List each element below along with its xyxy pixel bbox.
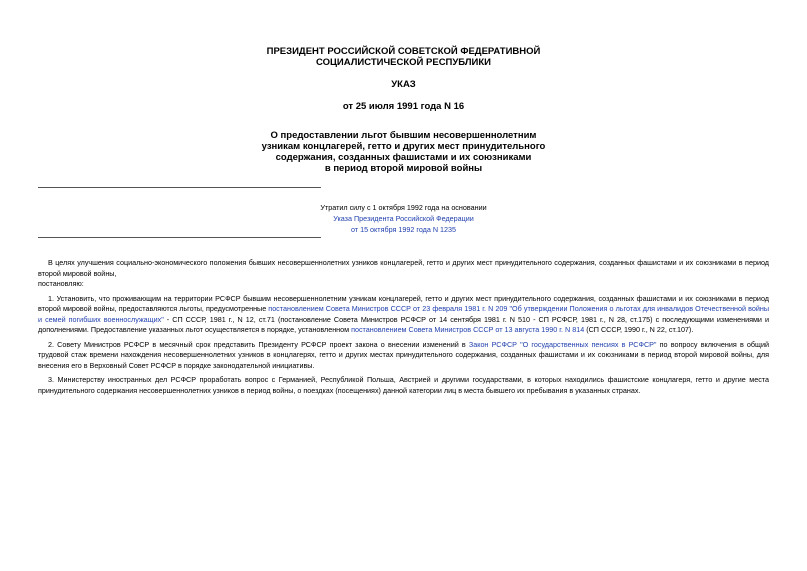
issuer-title-line-1: ПРЕЗИДЕНТ РОССИЙСКОЙ СОВЕТСКОЙ ФЕДЕРАТИВНОЙ bbox=[266, 46, 541, 57]
subject-line-4: в период второй мировой войны bbox=[324, 163, 483, 174]
decree-word: постановляю: bbox=[38, 279, 84, 288]
pensions-law-link[interactable]: Закон РСФСР "О государственных пенсиях в РСФСР" bbox=[468, 339, 657, 349]
issuer-title-line-2: СОЦИАЛИСТИЧЕСКОЙ РЕСПУБЛИКИ bbox=[315, 57, 492, 68]
paragraph-3: 3. Министерству иностранных дел РСФСР проработать вопрос с Германией, Республикой Польша, Австрией и другими государствами, в которых находились фашистские концлагеря, гетто и другие места принудительного содержания несовершеннолетних узников в период войны, о поездках (посещениях) данной категории лиц в места бывшего их пребывания в указанных странах. bbox=[38, 375, 769, 395]
document-date-number: от 25 июля 1991 года N 16 bbox=[342, 101, 465, 112]
paragraph-2 bbox=[38, 340, 769, 372]
paragraph-1-text-c: (СП СССР, 1990 г., N 22, ст.107). bbox=[584, 325, 694, 334]
paragraph-1 bbox=[38, 294, 769, 336]
subject-line-3: содержания, созданных фашистами и их союзниками bbox=[275, 152, 532, 163]
subject-line-2: узникам концлагерей, гетто и других мест принудительного bbox=[261, 141, 546, 152]
intro-paragraph: В целях улучшения социально-экономического положения бывших несовершеннолетних узников концлагерей, гетто и других мест принудительного содержания, созданных фашистами и их союзниками в период второй мировой войны, bbox=[38, 258, 769, 278]
top-divider bbox=[38, 187, 321, 188]
document-body bbox=[38, 258, 769, 396]
repeal-decree-date-link[interactable]: от 15 октября 1992 года N 1235 bbox=[350, 225, 457, 234]
bottom-divider bbox=[38, 237, 321, 238]
paragraph-2-text-a: 2. Совету Министров РСФСР в месячный срок представить Президенту РСФСР проект закона о внесении изменений в bbox=[48, 339, 469, 349]
resolution-814-link[interactable]: постановлением Совета Министров СССР от 13 августа 1990 г. N 814 bbox=[351, 325, 585, 334]
paragraph-2-text-b: по вопросу включения в общий трудовой стаж времени нахождения несовершеннолетних узников в концлагерях, гетто и других местах принудительного содержания, созданных фашистами и их союзниками в период второй мировой войны, для внесения его в Верховный Совет РСФСР в порядке законодательной инициативы. bbox=[38, 339, 769, 370]
document-type: УКАЗ bbox=[391, 79, 416, 90]
resolution-209-link[interactable]: постановлением Совета Министров СССР от 23 февраля 1981 г. N 209 "Об утверждении Положения о льготах для инвалидов Отечественной войны и семей погибших военнослужащих" bbox=[38, 304, 769, 324]
document-subject bbox=[0, 130, 807, 174]
status-note-text: Утратил силу с 1 октября 1992 года на основании bbox=[320, 203, 487, 212]
repeal-decree-link[interactable]: Указа Президента Российской Федерации bbox=[333, 214, 474, 223]
paragraph-1-text-b: - СП СССР, 1981 г., N 12, ст.71 (постановление Совета Министров РСФСР от 14 сентября 1981 г. N 510 - СП РСФСР, 1981 г., N 28, ст.175) с последующими изменениями и дополнениями. Предоставление указанных льгот осуществляется в порядке, установленном bbox=[38, 314, 769, 334]
issuer-title bbox=[0, 46, 807, 68]
status-note bbox=[0, 202, 807, 235]
subject-line-1: О предоставлении льгот бывшим несовершеннолетним bbox=[270, 130, 537, 141]
paragraph-1-text-a: 1. Установить, что проживающим на территории РСФСР бывшим несовершеннолетним узникам концлагерей, гетто и других мест принудительного содержания, созданных фашистами и их союзниками в период второй мировой войны, предоставляются льготы, предусмотренные bbox=[38, 293, 769, 313]
